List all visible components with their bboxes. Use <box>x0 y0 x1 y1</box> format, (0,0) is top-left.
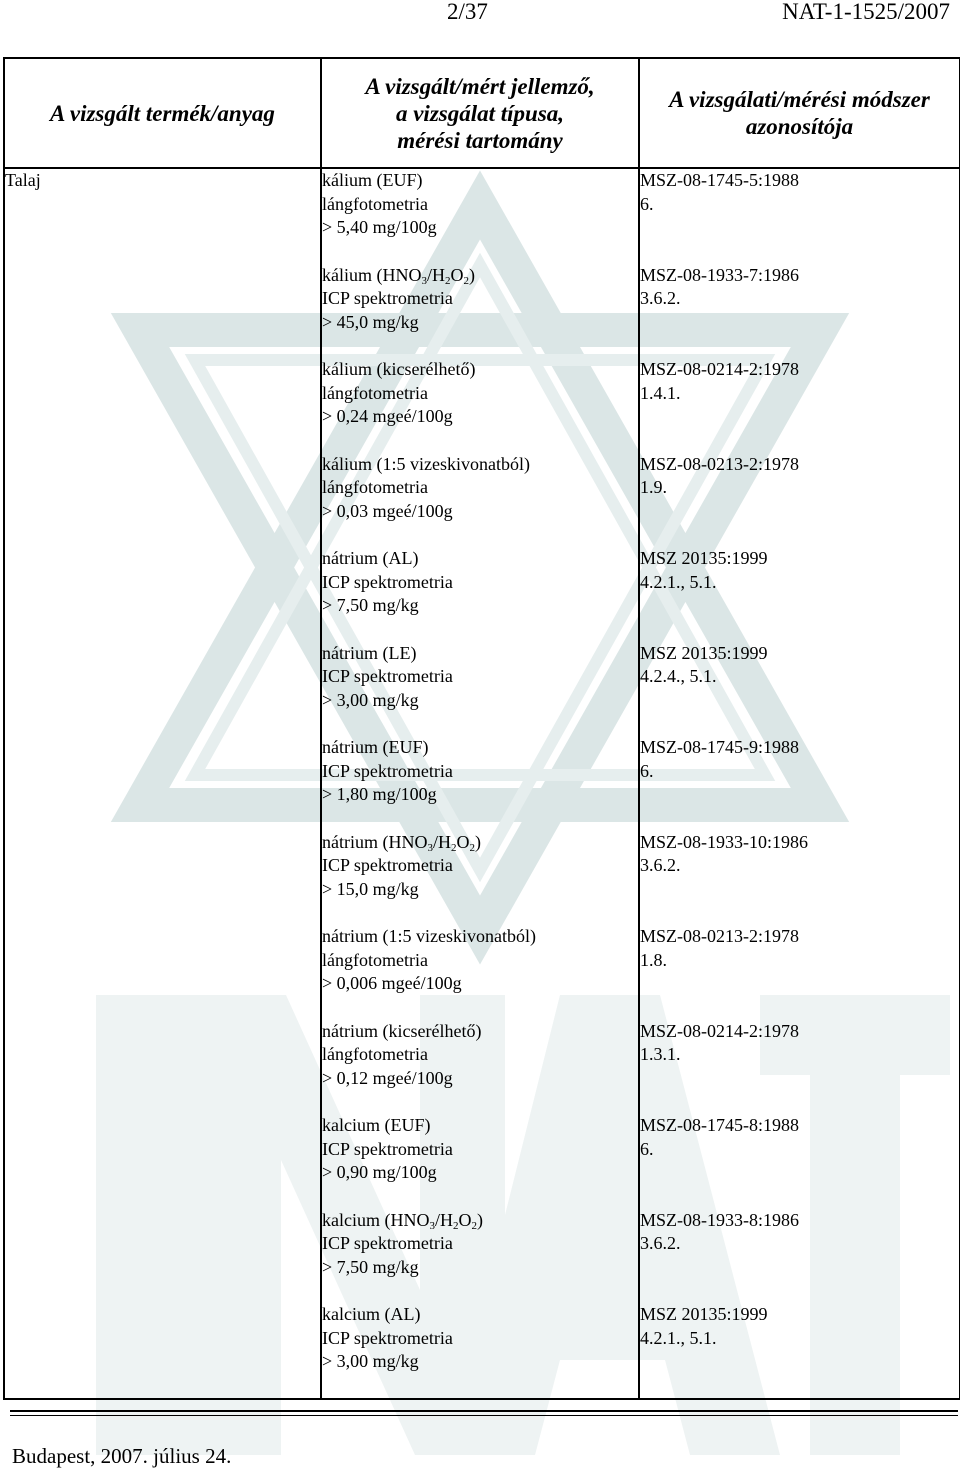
material-name: Talaj <box>5 170 41 190</box>
characteristic-item: kalcium (AL) ICP spektrometria > 3,00 mg/kg <box>322 1304 453 1372</box>
method-item: MSZ-08-0214-2:1978 1.3.1. <box>640 1020 799 1065</box>
page-number: 2/37 <box>447 0 488 24</box>
method-item: MSZ-08-1933-10:1986 3.6.2. <box>640 831 808 876</box>
method-item: MSZ-08-0214-2:1978 1.4.1. <box>640 359 799 403</box>
header-method: A vizsgálati/mérési módszer azonosítója <box>639 58 960 168</box>
method-item: MSZ 20135:1999 4.2.1., 5.1. <box>640 548 768 592</box>
document-id: NAT-1-1525/2007 <box>782 0 950 24</box>
characteristic-item: kalcium $(HNO_3/H_2O_2)$ ICP spektrometria > 7,50 mg/kg <box>322 1209 483 1277</box>
characteristic-item: nátrium (kicserélhető) lángfotometria > 0,12 mgeé/100g <box>322 1020 482 1088</box>
method-item: MSZ 20135:1999 4.2.1., 5.1. <box>640 1304 768 1348</box>
characteristic-item: kálium (EUF) lángfotometria > 5,40 mg/100g <box>322 170 437 238</box>
characteristic-item: nátrium (1:5 vizeskivonatból) lángfotometria > 0,006 mgeé/100g <box>322 926 536 994</box>
characteristic-item: kálium (1:5 vizeskivonatból) lángfotometria > 0,03 mgeé/100g <box>322 453 530 521</box>
method-item: MSZ-08-1933-7:1986 3.6.2. <box>640 264 799 309</box>
header-material: A vizsgált termék/anyag <box>4 58 321 168</box>
material-cell <box>4 168 321 1399</box>
method-item: MSZ-08-1745-5:1988 6. <box>640 170 799 214</box>
methods-cell <box>639 168 960 1399</box>
method-item: MSZ-08-0213-2:1978 1.9. <box>640 453 799 498</box>
accreditation-table <box>3 57 960 1400</box>
characteristic-item: nátrium (AL) ICP spektrometria > 7,50 mg/kg <box>322 548 453 616</box>
method-item: MSZ-08-1745-9:1988 6. <box>640 737 799 781</box>
method-item: MSZ-08-0213-2:1978 1.8. <box>640 926 799 970</box>
characteristic-item: kálium (kicserélhető) lángfotometria > 0,24 mgeé/100g <box>322 359 476 427</box>
characteristic-item: nátrium (LE) ICP spektrometria > 3,00 mg/kg <box>322 642 453 710</box>
method-item: MSZ 20135:1999 4.2.4., 5.1. <box>640 642 768 687</box>
characteristic-item: nátrium (EUF) ICP spektrometria > 1,80 mg/100g <box>322 737 453 805</box>
method-item: MSZ-08-1745-8:1988 6. <box>640 1115 799 1159</box>
method-item: MSZ-08-1933-8:1986 3.6.2. <box>640 1209 799 1254</box>
footer-rule-thick <box>10 1410 958 1412</box>
footer-rule-thin <box>10 1415 958 1416</box>
characteristics-cell <box>321 168 639 1399</box>
characteristic-item: nátrium $(HNO_3/H_2O_2)$ ICP spektrometria > 15,0 mg/kg <box>322 831 481 899</box>
characteristic-item: kálium $(HNO_3/H_2O_2)$ ICP spektrometria > 45,0 mg/kg <box>322 264 475 332</box>
header-characteristic: A vizsgált/mért jellemző, a vizsgálat típusa, mérési tartomány <box>321 58 639 168</box>
footer-place-date: Budapest, 2007. július 24. <box>12 1444 232 1468</box>
characteristic-item: kalcium (EUF) ICP spektrometria > 0,90 mg/100g <box>322 1115 453 1183</box>
